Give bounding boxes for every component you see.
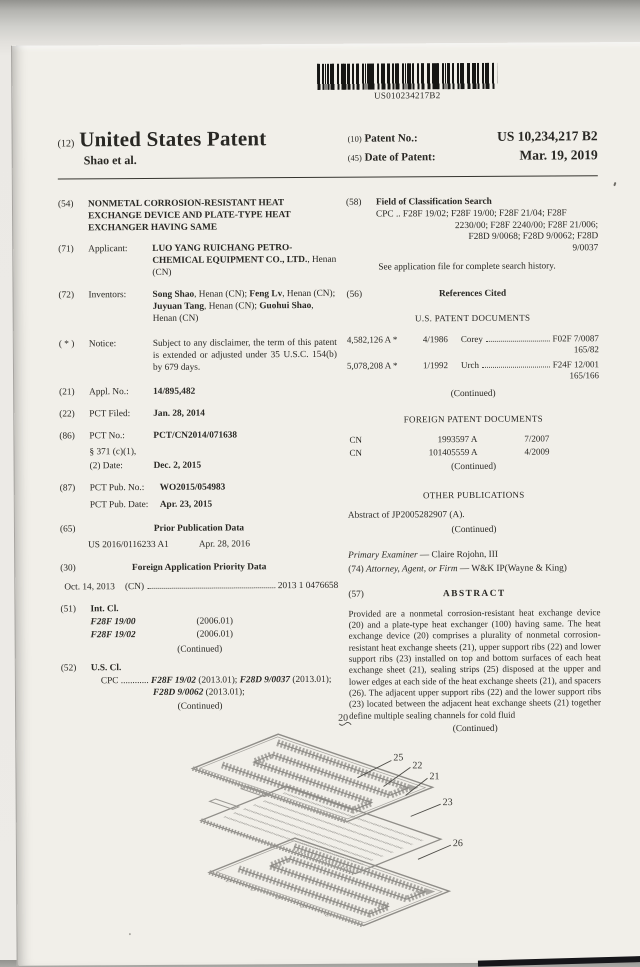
- section-86-pct-no: [59, 430, 337, 444]
- dot-leader: [147, 581, 275, 590]
- page-content: [12, 42, 640, 739]
- masthead-left: [58, 124, 348, 169]
- section-371-date: [60, 460, 338, 474]
- figure-ref-25: 25: [393, 752, 404, 764]
- attorney-line: (74) Attorney, Agent, or Firm — W&K IP(Wayne & King): [348, 563, 567, 575]
- pct-pub-no-key: PCT Pub. No.:: [89, 482, 145, 494]
- field-code: (58): [345, 197, 362, 208]
- int-cl-version: (2006.01): [196, 629, 234, 640]
- citation-class: F24F 12/001: [552, 358, 599, 370]
- citation-name: Corey: [460, 333, 483, 344]
- invention-title: NONMETAL CORROSION-RESISTANT HEAT EXCHANGE DEVICE AND PLATE-TYPE HEAT EXCHANGER HAVING SAME: [87, 197, 291, 233]
- priority-date: Oct. 14, 2013: [64, 582, 115, 593]
- dot-leader: [486, 333, 550, 341]
- figure-ref-22: 22: [412, 760, 423, 772]
- barcode: [317, 63, 497, 90]
- pct-no-key: PCT No.:: [89, 431, 125, 442]
- int-cl-key: Int. Cl.: [90, 604, 119, 615]
- int-cl-code: F28F 19/02: [90, 630, 136, 641]
- foreign-number: 101405559 A: [428, 447, 478, 458]
- foreign-date: 7/2007: [524, 433, 550, 444]
- inventors-value: Song Shao, Henan (CN); Feng Lv, Henan (CN); Juyuan Tang, Henan (CN); Guohui Shao, Henan (CN): [152, 288, 336, 324]
- section-51-int-cl: [60, 603, 338, 617]
- left-column: [58, 188, 339, 739]
- pct-pub-date-value: Apr. 23, 2015: [159, 499, 213, 510]
- continued-marker: (Continued): [452, 723, 498, 734]
- sec-371-date-key: (2) Date:: [89, 461, 123, 472]
- citation-name: Urch: [460, 359, 479, 370]
- field-code-45: (45): [347, 153, 362, 164]
- section-72-inventors: [59, 289, 337, 326]
- inventor-short-name: Shao et al.: [83, 153, 137, 168]
- sec-371-date-value: Dec. 2, 2015: [153, 460, 202, 471]
- priority-number: 2013 1 0476658: [277, 581, 339, 592]
- field-code: (22): [59, 409, 75, 420]
- section-52-us-cl: [61, 662, 339, 676]
- citation-subclass: 165/82: [573, 344, 599, 355]
- field-code: (52): [60, 663, 77, 674]
- figure-ref-21: 21: [429, 771, 440, 783]
- section-371: [59, 446, 337, 460]
- inventors-key: Inventors:: [88, 290, 127, 301]
- search-cpc-line: F28D 9/0068; F28D 9/0062; F28D: [468, 231, 599, 243]
- citation-subclass: 165/166: [569, 370, 600, 381]
- field-code: (71): [58, 244, 74, 255]
- masthead-rule: [58, 175, 598, 179]
- priority-data-header: Foreign Application Priority Data: [131, 562, 267, 574]
- field-code: (65): [59, 524, 76, 535]
- foreign-country: CN: [349, 434, 362, 445]
- other-publication-item: Abstract of JP2005282907 (A).: [347, 510, 465, 522]
- notice-text: Subject to any disclaimer, the term of this patent is extended or adjusted under 35 U.S.C. 154(b) by 679 days.: [152, 337, 337, 373]
- section-22-pct-filed: [59, 408, 337, 422]
- continued-marker: (Continued): [450, 388, 496, 399]
- foreign-citation-row: [347, 447, 599, 460]
- section-65-header: [60, 522, 338, 536]
- section-54-title: [58, 198, 336, 235]
- section-30-header: [60, 562, 338, 576]
- barcode-block: [317, 63, 497, 103]
- abstract-text: Provided are a nonmetal corrosion-resistant heat exchange device (20) and a plate-type heat exchanger (100) having same. The heat exchange device (20) comprises a plurality of nonmetal corrosion-resistant heat exchange sheets (21), upper support ribs (22) and lower support ribs (23) installed on top and bottom surfaces of each heat exchange sheet (21), sealing strips (25) disposed at the upper and lower edges at each side of the heat exchange sheets (21), and spacers (26). The adjacent upper support ribs (22) and the lower support ribs (23) located between the adjacent heat exchange sheets (21) together define multiple sealing channels for cold fluid: [348, 607, 602, 721]
- top-plate: [193, 734, 433, 821]
- field-code: (87): [59, 483, 76, 494]
- section-57-header: [348, 588, 600, 601]
- citation-class: F02F 7/0087: [552, 332, 599, 343]
- field-of-search: [376, 196, 598, 275]
- masthead: [58, 123, 598, 170]
- patent-date-row: [348, 146, 598, 167]
- masthead-right: [347, 123, 597, 168]
- priority-country: (CN): [124, 582, 145, 593]
- sec-371-line: § 371 (c)(1),: [89, 447, 137, 458]
- references-cited-header: References Cited: [438, 288, 507, 300]
- pct-no-value: PCT/CN2014/071638: [153, 430, 238, 442]
- section-notice: [59, 338, 337, 375]
- continued-marker: (Continued): [177, 701, 223, 713]
- barcode-text: US010234217B2: [374, 90, 441, 101]
- prior-publication-line: [60, 538, 338, 552]
- search-cpc-line: CPC .. F28F 19/02; F28F 19/00; F28F 21/04; F28F: [376, 208, 567, 220]
- section-71-applicant: [58, 243, 336, 280]
- prior-publication-date: Apr. 28, 2016: [198, 538, 250, 550]
- int-cl-code: F28F 19/00: [90, 617, 136, 628]
- patent-date-value: Mar. 19, 2019: [519, 147, 598, 164]
- field-code: (54): [57, 199, 74, 210]
- citation-number: 4,582,126 A *: [346, 333, 398, 345]
- document-title: United States Patent: [79, 125, 267, 151]
- patent-figure: [5, 698, 640, 964]
- foreign-country: CN: [349, 448, 363, 459]
- int-cl-row: [61, 616, 339, 630]
- int-cl-row: [61, 629, 339, 643]
- search-cpc-line: 2230/00; F28F 2240/00; F28F 21/006;: [454, 219, 599, 231]
- field-code: (56): [346, 289, 363, 300]
- dot-leader: [482, 359, 550, 367]
- figure-ref-20: 20: [338, 712, 349, 724]
- citation-number: 5,078,208 A *: [346, 359, 398, 371]
- us-cl-key: U.S. Cl.: [90, 662, 122, 674]
- pct-pub-no-value: WO2015/054983: [159, 482, 226, 493]
- patent-number-row: [348, 126, 598, 147]
- field-code: (86): [59, 431, 75, 442]
- field-code: (21): [59, 387, 75, 398]
- continued-marker: (Continued): [451, 525, 497, 536]
- field-of-search-header: Field of Classification Search: [375, 196, 492, 208]
- citation-date: 1/1992: [422, 359, 449, 370]
- figure-ref-23: 23: [442, 797, 453, 809]
- kind-code-12: (12): [57, 137, 75, 150]
- search-history-note: See application file for complete search history.: [378, 261, 556, 273]
- other-publications-header: OTHER PUBLICATIONS: [422, 489, 525, 501]
- patent-date-label: Date of Patent:: [364, 151, 436, 165]
- field-code-10: (10): [347, 133, 362, 144]
- priority-data-line: [60, 580, 338, 595]
- section-87-pub-no: [60, 482, 338, 496]
- applicant-value: LUO YANG RUICHANG PETRO-CHEMICAL EQUIPMENT CO., LTD., Henan (CN): [152, 243, 337, 279]
- citation-date: 4/1986: [422, 333, 448, 344]
- patent-page: [11, 42, 640, 966]
- section-21-appl-no: [59, 386, 337, 400]
- figure-ref-26: 26: [452, 838, 463, 850]
- section-87-pub-date: [60, 499, 338, 513]
- field-code: (51): [60, 604, 76, 615]
- section-56-header: [347, 288, 599, 301]
- right-column: [346, 186, 601, 736]
- pct-pub-date-key: PCT Pub. Date:: [89, 499, 149, 511]
- field-code: (57): [348, 589, 364, 600]
- us-patent-documents-header: U.S. PATENT DOCUMENTS: [414, 312, 531, 324]
- patent-number-value: US 10,234,217 B2: [497, 127, 598, 144]
- continued-marker: (Continued): [451, 461, 497, 473]
- notice-key: Notice:: [88, 338, 117, 350]
- pct-filed-value: Jan. 28, 2014: [153, 408, 205, 420]
- foreign-number: 1993597 A: [437, 433, 478, 445]
- field-code: (30): [60, 563, 76, 574]
- int-cl-version: (2006.01): [196, 616, 233, 627]
- section-58-search: [346, 196, 598, 275]
- applicant-key: Applicant:: [88, 244, 128, 255]
- field-code: ( * ): [58, 339, 75, 350]
- field-code: (72): [58, 290, 75, 301]
- continued-marker: (Continued): [177, 644, 223, 655]
- us-cl-cpc: CPC ............ F28F 19/02 (2013.01); F28D 9/0037 (2013.01); F28D 9/0062 (2013.01);: [100, 674, 332, 698]
- foreign-patent-documents-header: FOREIGN PATENT DOCUMENTS: [403, 413, 543, 425]
- primary-examiner-line: Primary Examiner — Claire Rojohn, III: [348, 550, 498, 561]
- foreign-date: 4/2009: [524, 446, 550, 458]
- bibliographic-columns: [58, 186, 601, 738]
- abstract-header: ABSTRACT: [443, 588, 506, 600]
- appl-no-value: 14/895,482: [153, 387, 196, 398]
- us-citation-row: [347, 359, 599, 372]
- patent-number-label: Patent No.:: [364, 131, 418, 145]
- prior-publication-number: US 2016/0116233 A1: [88, 539, 169, 550]
- scan-speck: [129, 933, 130, 935]
- pct-filed-key: PCT Filed:: [89, 409, 131, 420]
- foreign-citation-row: [347, 433, 599, 446]
- appl-no-key: Appl. No.:: [89, 387, 129, 398]
- search-cpc-line: 9/0037: [572, 243, 599, 254]
- prior-publication-header: Prior Publication Data: [153, 523, 245, 534]
- us-citation-row: [347, 333, 599, 346]
